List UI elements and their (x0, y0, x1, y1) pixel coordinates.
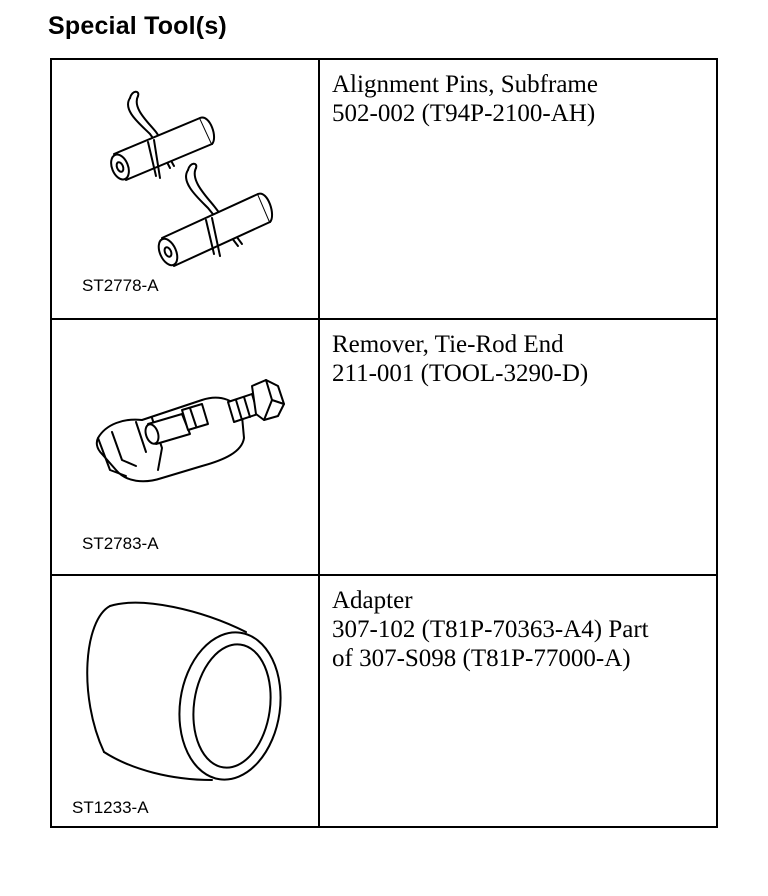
alignment-pin-lower (155, 164, 272, 268)
tool-number: of 307-S098 (T81P-77000-A) (332, 645, 631, 672)
special-tools-table (50, 58, 718, 828)
alignment-pin-upper (108, 92, 214, 182)
tool-code: ST1233-A (72, 798, 149, 817)
tool-description-cell (320, 576, 716, 826)
tool-row-alignment-pins (52, 60, 716, 318)
tool-number: 211-001 (TOOL-3290-D) (332, 360, 589, 387)
tool-image-cell (52, 576, 320, 826)
adapter-illustration (52, 576, 318, 826)
tool-name: Alignment Pins, Subframe (332, 71, 598, 98)
tool-row-adapter (52, 574, 716, 826)
remover-adjusting-bolt (228, 380, 284, 422)
tool-code: ST2783-A (82, 534, 159, 553)
page-title: Special Tool(s) (48, 12, 227, 40)
tool-image-cell (52, 60, 320, 318)
tool-image-cell (52, 320, 320, 574)
adapter-front-face (170, 626, 290, 786)
tool-description-cell (320, 60, 716, 318)
tool-code: ST2778-A (82, 276, 159, 295)
tool-number: 307-102 (T81P-70363-A4) Part (332, 616, 649, 643)
tool-name: Adapter (332, 587, 413, 614)
tool-description-cell (320, 320, 716, 574)
tool-row-tie-rod-remover (52, 318, 716, 574)
tool-number: 502-002 (T94P-2100-AH) (332, 100, 596, 127)
tool-name: Remover, Tie-Rod End (332, 331, 564, 358)
